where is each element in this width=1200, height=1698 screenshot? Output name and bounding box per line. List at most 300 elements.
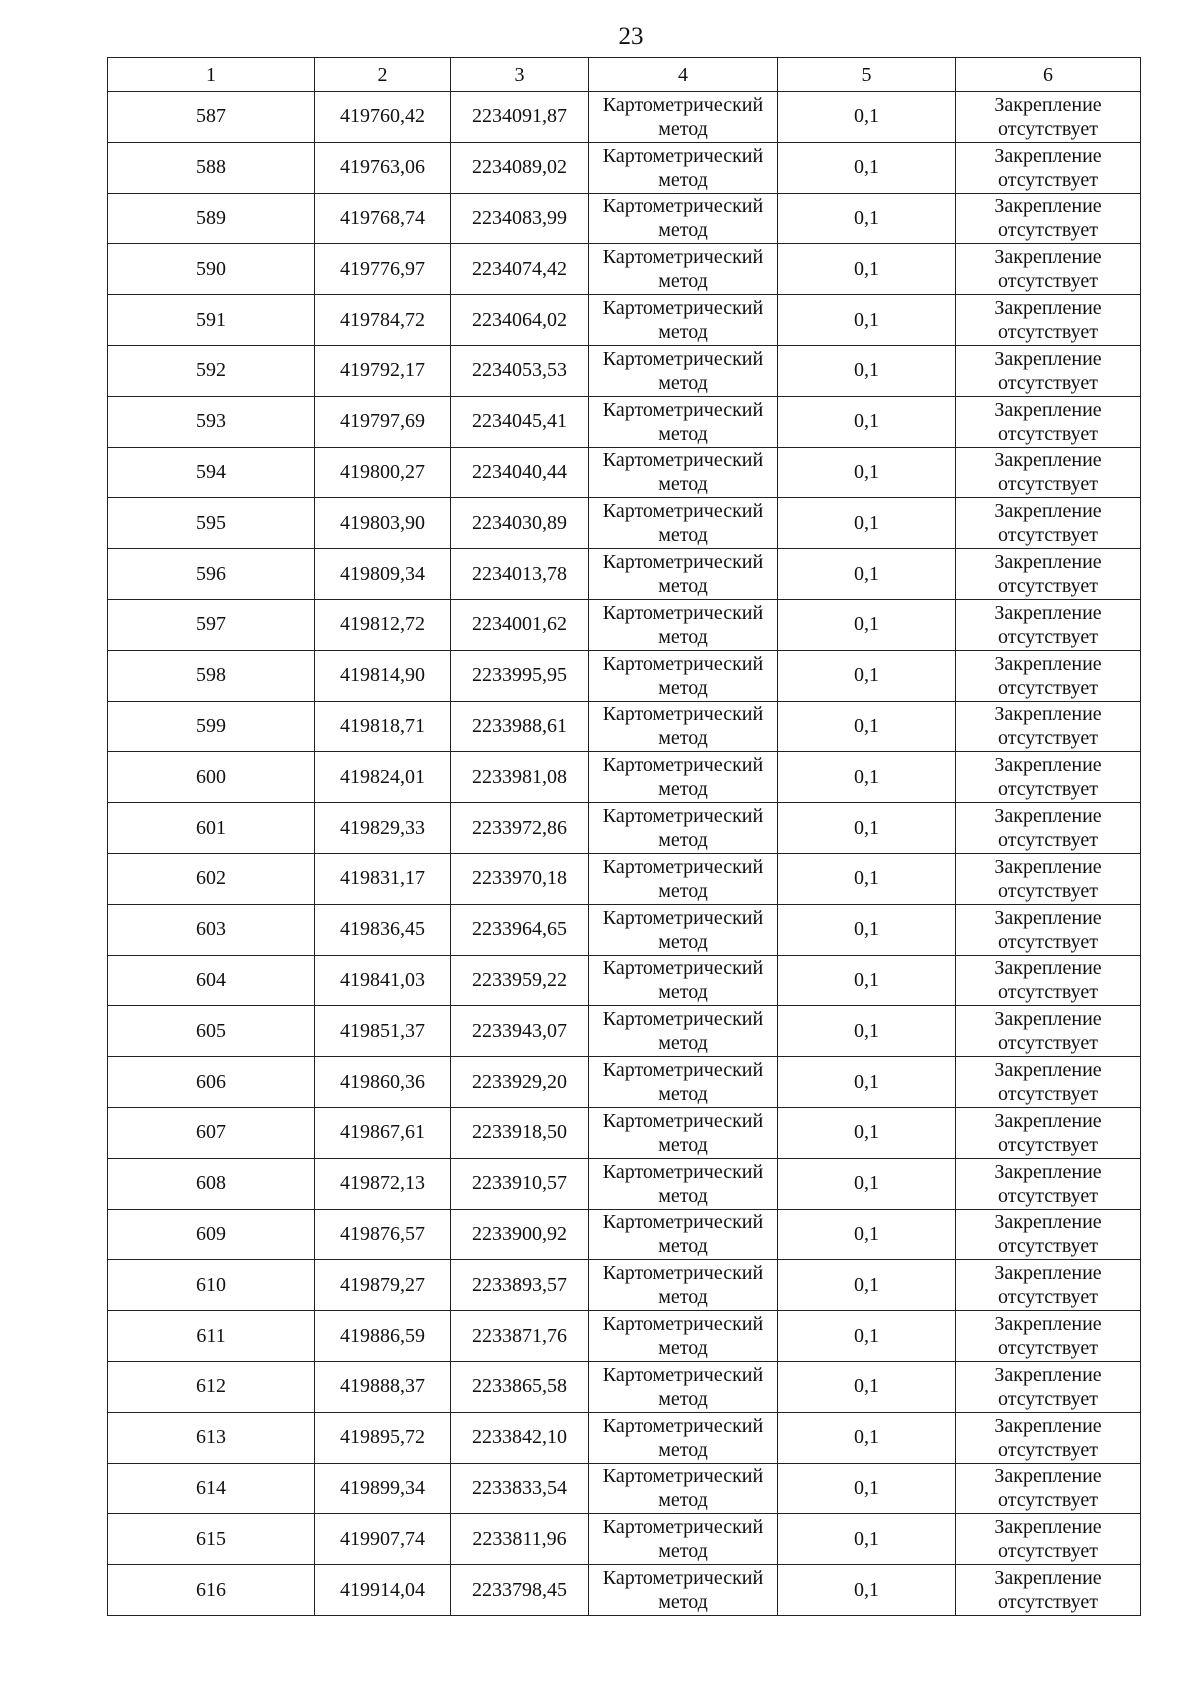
method-cell — [589, 1565, 778, 1616]
table-row — [108, 1006, 1141, 1057]
column-header-2: 2 — [315, 58, 451, 92]
method-cell — [589, 1260, 778, 1311]
x-coordinate-cell: 419797,69 — [315, 396, 451, 447]
method-cell-line-1: Картометрический — [602, 1465, 764, 1488]
fixation-cell-line-1: Закрепление — [994, 1567, 1102, 1589]
x-coordinate-cell: 419792,17 — [315, 345, 451, 396]
method-cell-line-2: метод — [658, 117, 708, 140]
method-cell-line-2: метод — [658, 930, 708, 953]
y-coordinate-cell: 2234053,53 — [451, 345, 589, 396]
accuracy-cell: 0,1 — [778, 447, 956, 498]
point-number-cell: 600 — [108, 752, 315, 803]
method-cell-line-1: Картометрический — [602, 1160, 764, 1183]
fixation-cell-line-2: отсутствует — [997, 625, 1099, 648]
table-header-row — [108, 58, 1141, 92]
fixation-cell-line-1: Закрепление — [994, 1363, 1102, 1386]
fixation-cell-line-1: Закрепление — [994, 855, 1102, 878]
method-cell-line-2: метод — [658, 1387, 708, 1410]
method-cell — [589, 1463, 778, 1514]
accuracy-cell: 0,1 — [778, 295, 956, 346]
fixation-cell — [956, 904, 1141, 955]
x-coordinate-cell: 419836,45 — [315, 904, 451, 955]
y-coordinate-cell: 2233871,76 — [451, 1311, 589, 1362]
fixation-cell — [956, 1057, 1141, 1108]
y-coordinate-cell: 2233972,86 — [451, 803, 589, 854]
x-coordinate-cell: 419841,03 — [315, 955, 451, 1006]
method-cell — [589, 1057, 778, 1108]
fixation-cell-line-1: Закрепление — [994, 1465, 1102, 1488]
method-cell-line-1: Картометрический — [602, 347, 764, 370]
accuracy-cell: 0,1 — [778, 650, 956, 701]
accuracy-cell: 0,1 — [778, 1260, 956, 1311]
fixation-cell-line-1: Закрепление — [994, 246, 1102, 269]
y-coordinate-cell: 2234045,41 — [451, 396, 589, 447]
column-header-1: 1 — [108, 58, 315, 92]
x-coordinate-cell: 419914,04 — [315, 1565, 451, 1616]
fixation-cell-line-1: Закрепление — [994, 297, 1102, 320]
x-coordinate-cell: 419886,59 — [315, 1311, 451, 1362]
fixation-cell-line-2: отсутствует — [997, 829, 1099, 852]
fixation-cell-line-2: отсутствует — [997, 168, 1099, 191]
method-cell-line-1: Картометрический — [602, 601, 764, 624]
fixation-cell-line-1: Закрепление — [994, 957, 1102, 980]
table-row — [108, 1158, 1141, 1209]
fixation-cell-line-2: отсутствует — [997, 1540, 1099, 1563]
table-row — [108, 295, 1141, 346]
x-coordinate-cell: 419831,17 — [315, 853, 451, 904]
fixation-cell-line-2: отсутствует — [997, 575, 1099, 598]
method-cell-line-1: Картометрический — [602, 1109, 764, 1132]
point-number-cell: 594 — [108, 447, 315, 498]
table-row — [108, 599, 1141, 650]
method-cell-line-1: Картометрический — [602, 500, 764, 523]
column-header-4: 4 — [589, 58, 778, 92]
accuracy-cell: 0,1 — [778, 244, 956, 295]
fixation-cell — [956, 498, 1141, 549]
fixation-cell-line-2: отсутствует — [997, 1032, 1099, 1055]
y-coordinate-cell: 2233970,18 — [451, 853, 589, 904]
method-cell-line-1: Картометрический — [602, 652, 764, 675]
fixation-cell — [956, 752, 1141, 803]
method-cell — [589, 244, 778, 295]
y-coordinate-cell: 2234083,99 — [451, 193, 589, 244]
x-coordinate-cell: 419860,36 — [315, 1057, 451, 1108]
method-cell-line-2: метод — [658, 168, 708, 191]
x-coordinate-cell: 419760,42 — [315, 92, 451, 143]
x-coordinate-cell: 419812,72 — [315, 599, 451, 650]
x-coordinate-cell: 419876,57 — [315, 1209, 451, 1260]
table-row — [108, 1514, 1141, 1565]
table-row — [108, 498, 1141, 549]
method-cell — [589, 853, 778, 904]
method-cell — [589, 1006, 778, 1057]
fixation-cell — [956, 244, 1141, 295]
x-coordinate-cell: 419800,27 — [315, 447, 451, 498]
method-cell-line-1: Картометрический — [602, 1059, 764, 1082]
method-cell-line-2: метод — [658, 371, 708, 394]
method-cell-line-1: Картометрический — [602, 1262, 764, 1285]
table-row — [108, 1412, 1141, 1463]
fixation-cell — [956, 1463, 1141, 1514]
table-row — [108, 1209, 1141, 1260]
fixation-cell-line-1: Закрепление — [994, 1211, 1102, 1234]
fixation-cell — [956, 1006, 1141, 1057]
fixation-cell-line-1: Закрепление — [994, 703, 1102, 726]
fixation-cell-line-2: отсутствует — [997, 1083, 1099, 1106]
fixation-cell-line-2: отсутствует — [997, 1286, 1099, 1309]
accuracy-cell: 0,1 — [778, 498, 956, 549]
accuracy-cell: 0,1 — [778, 1412, 956, 1463]
fixation-cell-line-1: Закрепление — [994, 93, 1102, 116]
point-number-cell: 595 — [108, 498, 315, 549]
fixation-cell-line-2: отсутствует — [997, 524, 1099, 547]
fixation-cell — [956, 1158, 1141, 1209]
table-row — [108, 1057, 1141, 1108]
coordinates-table — [107, 57, 1141, 1616]
method-cell-line-1: Картометрический — [602, 957, 764, 980]
method-cell — [589, 1209, 778, 1260]
y-coordinate-cell: 2233865,58 — [451, 1361, 589, 1412]
fixation-cell-line-2: отсутствует — [997, 1591, 1099, 1613]
method-cell-line-2: метод — [658, 422, 708, 445]
method-cell-line-2: метод — [658, 270, 708, 293]
method-cell-line-2: метод — [658, 473, 708, 496]
accuracy-cell: 0,1 — [778, 92, 956, 143]
y-coordinate-cell: 2233964,65 — [451, 904, 589, 955]
table-row — [108, 1463, 1141, 1514]
accuracy-cell: 0,1 — [778, 1311, 956, 1362]
table-row — [108, 447, 1141, 498]
point-number-cell: 607 — [108, 1107, 315, 1158]
point-number-cell: 613 — [108, 1412, 315, 1463]
fixation-cell-line-1: Закрепление — [994, 1160, 1102, 1183]
x-coordinate-cell: 419907,74 — [315, 1514, 451, 1565]
fixation-cell — [956, 1311, 1141, 1362]
accuracy-cell: 0,1 — [778, 396, 956, 447]
table-row — [108, 650, 1141, 701]
fixation-cell-line-2: отсутствует — [997, 1489, 1099, 1512]
y-coordinate-cell: 2234040,44 — [451, 447, 589, 498]
table-body — [108, 92, 1141, 1616]
point-number-cell: 591 — [108, 295, 315, 346]
fixation-cell-line-2: отсутствует — [997, 473, 1099, 496]
point-number-cell: 614 — [108, 1463, 315, 1514]
y-coordinate-cell: 2233798,45 — [451, 1565, 589, 1616]
fixation-cell — [956, 549, 1141, 600]
method-cell — [589, 904, 778, 955]
method-cell-line-1: Картометрический — [602, 551, 764, 574]
method-cell-line-1: Картометрический — [602, 398, 764, 421]
y-coordinate-cell: 2233900,92 — [451, 1209, 589, 1260]
method-cell — [589, 599, 778, 650]
accuracy-cell: 0,1 — [778, 345, 956, 396]
x-coordinate-cell: 419872,13 — [315, 1158, 451, 1209]
method-cell-line-2: метод — [658, 676, 708, 699]
x-coordinate-cell: 419814,90 — [315, 650, 451, 701]
method-cell — [589, 1412, 778, 1463]
method-cell-line-1: Картометрический — [602, 906, 764, 929]
fixation-cell-line-2: отсутствует — [997, 1235, 1099, 1258]
method-cell-line-1: Картометрический — [602, 297, 764, 320]
accuracy-cell: 0,1 — [778, 549, 956, 600]
fixation-cell-line-2: отсутствует — [997, 879, 1099, 902]
table-row — [108, 1107, 1141, 1158]
fixation-cell — [956, 142, 1141, 193]
fixation-cell — [956, 1412, 1141, 1463]
fixation-cell-line-1: Закрепление — [994, 500, 1102, 523]
method-cell-line-1: Картометрический — [602, 1516, 764, 1539]
table-row — [108, 701, 1141, 752]
table-row — [108, 193, 1141, 244]
table-row — [108, 853, 1141, 904]
method-cell — [589, 803, 778, 854]
fixation-cell — [956, 1565, 1141, 1616]
method-cell-line-2: метод — [658, 1184, 708, 1207]
point-number-cell: 603 — [108, 904, 315, 955]
fixation-cell-line-2: отсутствует — [997, 321, 1099, 344]
x-coordinate-cell: 419879,27 — [315, 1260, 451, 1311]
method-cell-line-2: метод — [658, 1032, 708, 1055]
x-coordinate-cell: 419851,37 — [315, 1006, 451, 1057]
point-number-cell: 590 — [108, 244, 315, 295]
fixation-cell-line-2: отсутствует — [997, 117, 1099, 140]
method-cell — [589, 396, 778, 447]
method-cell-line-2: метод — [658, 1083, 708, 1106]
y-coordinate-cell: 2233811,96 — [451, 1514, 589, 1565]
fixation-cell-line-2: отсутствует — [997, 270, 1099, 293]
fixation-cell-line-1: Закрепление — [994, 1008, 1102, 1031]
method-cell — [589, 1514, 778, 1565]
x-coordinate-cell: 419803,90 — [315, 498, 451, 549]
method-cell-line-1: Картометрический — [602, 195, 764, 218]
method-cell-line-1: Картометрический — [602, 1008, 764, 1031]
fixation-cell — [956, 803, 1141, 854]
fixation-cell-line-1: Закрепление — [994, 1414, 1102, 1437]
y-coordinate-cell: 2234091,87 — [451, 92, 589, 143]
method-cell-line-2: метод — [658, 1591, 708, 1613]
fixation-cell-line-1: Закрепление — [994, 551, 1102, 574]
method-cell-line-2: метод — [658, 321, 708, 344]
fixation-cell-line-1: Закрепление — [994, 652, 1102, 675]
method-cell-line-1: Картометрический — [602, 1567, 764, 1589]
y-coordinate-cell: 2233995,95 — [451, 650, 589, 701]
fixation-cell-line-1: Закрепление — [994, 805, 1102, 828]
point-number-cell: 609 — [108, 1209, 315, 1260]
method-cell — [589, 92, 778, 143]
fixation-cell-line-1: Закрепление — [994, 449, 1102, 472]
accuracy-cell: 0,1 — [778, 1057, 956, 1108]
x-coordinate-cell: 419784,72 — [315, 295, 451, 346]
fixation-cell-line-1: Закрепление — [994, 347, 1102, 370]
fixation-cell-line-2: отсутствует — [997, 1184, 1099, 1207]
table-row — [108, 955, 1141, 1006]
point-number-cell: 588 — [108, 142, 315, 193]
method-cell-line-2: метод — [658, 1133, 708, 1156]
x-coordinate-cell: 419829,33 — [315, 803, 451, 854]
y-coordinate-cell: 2233959,22 — [451, 955, 589, 1006]
fixation-cell — [956, 396, 1141, 447]
fixation-cell — [956, 345, 1141, 396]
method-cell — [589, 142, 778, 193]
point-number-cell: 587 — [108, 92, 315, 143]
y-coordinate-cell: 2234030,89 — [451, 498, 589, 549]
y-coordinate-cell: 2234089,02 — [451, 142, 589, 193]
accuracy-cell: 0,1 — [778, 1565, 956, 1616]
fixation-cell — [956, 955, 1141, 1006]
method-cell-line-2: метод — [658, 1286, 708, 1309]
x-coordinate-cell: 419768,74 — [315, 193, 451, 244]
table-row — [108, 1361, 1141, 1412]
method-cell-line-2: метод — [658, 829, 708, 852]
accuracy-cell: 0,1 — [778, 803, 956, 854]
column-header-6: 6 — [956, 58, 1141, 92]
table-row — [108, 1311, 1141, 1362]
method-cell-line-1: Картометрический — [602, 754, 764, 777]
y-coordinate-cell: 2234001,62 — [451, 599, 589, 650]
table-row — [108, 904, 1141, 955]
fixation-cell — [956, 447, 1141, 498]
method-cell — [589, 1311, 778, 1362]
table-row — [108, 1565, 1141, 1616]
y-coordinate-cell: 2233943,07 — [451, 1006, 589, 1057]
y-coordinate-cell: 2234013,78 — [451, 549, 589, 600]
table-row — [108, 396, 1141, 447]
method-cell — [589, 752, 778, 803]
y-coordinate-cell: 2233910,57 — [451, 1158, 589, 1209]
table-row — [108, 1260, 1141, 1311]
y-coordinate-cell: 2233833,54 — [451, 1463, 589, 1514]
fixation-cell — [956, 295, 1141, 346]
y-coordinate-cell: 2233929,20 — [451, 1057, 589, 1108]
accuracy-cell: 0,1 — [778, 904, 956, 955]
fixation-cell — [956, 599, 1141, 650]
table-row — [108, 803, 1141, 854]
point-number-cell: 592 — [108, 345, 315, 396]
fixation-cell-line-1: Закрепление — [994, 195, 1102, 218]
fixation-cell-line-1: Закрепление — [994, 1262, 1102, 1285]
method-cell — [589, 498, 778, 549]
method-cell — [589, 295, 778, 346]
method-cell-line-2: метод — [658, 1235, 708, 1258]
column-header-3: 3 — [451, 58, 589, 92]
fixation-cell-line-2: отсутствует — [997, 1133, 1099, 1156]
x-coordinate-cell: 419895,72 — [315, 1412, 451, 1463]
accuracy-cell: 0,1 — [778, 1514, 956, 1565]
fixation-cell-line-2: отсутствует — [997, 371, 1099, 394]
fixation-cell — [956, 701, 1141, 752]
x-coordinate-cell: 419763,06 — [315, 142, 451, 193]
method-cell — [589, 1361, 778, 1412]
fixation-cell-line-1: Закрепление — [994, 1516, 1102, 1539]
method-cell-line-1: Картометрический — [602, 1211, 764, 1234]
fixation-cell-line-1: Закрепление — [994, 754, 1102, 777]
table-row — [108, 244, 1141, 295]
fixation-cell — [956, 1107, 1141, 1158]
method-cell-line-1: Картометрический — [602, 703, 764, 726]
point-number-cell: 608 — [108, 1158, 315, 1209]
fixation-cell — [956, 853, 1141, 904]
method-cell-line-2: метод — [658, 1540, 708, 1563]
fixation-cell-line-2: отсутствует — [997, 930, 1099, 953]
table-row — [108, 345, 1141, 396]
fixation-cell-line-2: отсутствует — [997, 727, 1099, 750]
fixation-cell-line-1: Закрепление — [994, 601, 1102, 624]
y-coordinate-cell: 2233893,57 — [451, 1260, 589, 1311]
point-number-cell: 606 — [108, 1057, 315, 1108]
accuracy-cell: 0,1 — [778, 599, 956, 650]
fixation-cell — [956, 650, 1141, 701]
method-cell — [589, 650, 778, 701]
point-number-cell: 610 — [108, 1260, 315, 1311]
table-row — [108, 142, 1141, 193]
fixation-cell — [956, 1260, 1141, 1311]
method-cell-line-2: метод — [658, 219, 708, 242]
fixation-cell-line-2: отсутствует — [997, 1438, 1099, 1461]
point-number-cell: 596 — [108, 549, 315, 600]
method-cell — [589, 701, 778, 752]
point-number-cell: 605 — [108, 1006, 315, 1057]
method-cell-line-2: метод — [658, 575, 708, 598]
fixation-cell — [956, 92, 1141, 143]
fixation-cell-line-1: Закрепление — [994, 1109, 1102, 1132]
method-cell-line-2: метод — [658, 1489, 708, 1512]
table-row — [108, 549, 1141, 600]
method-cell — [589, 955, 778, 1006]
fixation-cell-line-2: отсутствует — [997, 422, 1099, 445]
method-cell-line-1: Картометрический — [602, 855, 764, 878]
method-cell-line-2: метод — [658, 778, 708, 801]
accuracy-cell: 0,1 — [778, 142, 956, 193]
method-cell-line-2: метод — [658, 625, 708, 648]
fixation-cell-line-1: Закрепление — [994, 1059, 1102, 1082]
accuracy-cell: 0,1 — [778, 955, 956, 1006]
x-coordinate-cell: 419888,37 — [315, 1361, 451, 1412]
method-cell — [589, 345, 778, 396]
column-header-5: 5 — [778, 58, 956, 92]
y-coordinate-cell: 2233981,08 — [451, 752, 589, 803]
accuracy-cell: 0,1 — [778, 1361, 956, 1412]
accuracy-cell: 0,1 — [778, 1107, 956, 1158]
point-number-cell: 604 — [108, 955, 315, 1006]
page-number: 23 — [618, 23, 644, 50]
method-cell — [589, 1107, 778, 1158]
fixation-cell-line-1: Закрепление — [994, 906, 1102, 929]
point-number-cell: 593 — [108, 396, 315, 447]
point-number-cell: 611 — [108, 1311, 315, 1362]
point-number-cell: 616 — [108, 1565, 315, 1616]
y-coordinate-cell: 2234074,42 — [451, 244, 589, 295]
fixation-cell-line-1: Закрепление — [994, 1313, 1102, 1336]
fixation-cell — [956, 1361, 1141, 1412]
method-cell-line-1: Картометрический — [602, 144, 764, 167]
accuracy-cell: 0,1 — [778, 752, 956, 803]
fixation-cell — [956, 1209, 1141, 1260]
point-number-cell: 602 — [108, 853, 315, 904]
method-cell-line-1: Картометрический — [602, 1414, 764, 1437]
y-coordinate-cell: 2233988,61 — [451, 701, 589, 752]
method-cell-line-2: метод — [658, 524, 708, 547]
y-coordinate-cell: 2233918,50 — [451, 1107, 589, 1158]
point-number-cell: 612 — [108, 1361, 315, 1412]
method-cell-line-1: Картометрический — [602, 449, 764, 472]
x-coordinate-cell: 419776,97 — [315, 244, 451, 295]
accuracy-cell: 0,1 — [778, 193, 956, 244]
fixation-cell — [956, 193, 1141, 244]
method-cell — [589, 1158, 778, 1209]
accuracy-cell: 0,1 — [778, 1463, 956, 1514]
x-coordinate-cell: 419867,61 — [315, 1107, 451, 1158]
accuracy-cell: 0,1 — [778, 701, 956, 752]
